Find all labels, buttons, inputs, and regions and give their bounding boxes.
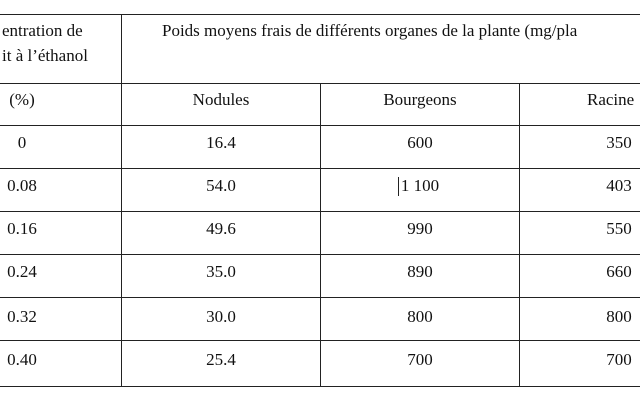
- nodules-cell: 30.0: [206, 307, 236, 326]
- racines-cell: 550: [606, 219, 632, 238]
- column-divider: [320, 83, 321, 386]
- concentration-cell: 0.08: [7, 176, 37, 195]
- racines-cell: 800: [606, 307, 632, 326]
- column-divider: [121, 14, 122, 386]
- nodules-cell: 25.4: [206, 350, 236, 369]
- racines-cell: 660: [606, 262, 632, 281]
- bourgeons-cell: 600: [407, 133, 433, 152]
- nodules-cell: 16.4: [206, 133, 236, 152]
- concentration-unit: (%): [9, 90, 35, 109]
- nodules-cell: 49.6: [206, 219, 236, 238]
- bourgeons-cell: 800: [407, 307, 433, 326]
- column-divider: [519, 83, 520, 386]
- concentration-cell: 0.40: [7, 350, 37, 369]
- racines-header: Racine: [587, 90, 635, 109]
- bourgeons-cell: 990: [407, 219, 433, 238]
- concentration-cell: 0.24: [7, 262, 37, 281]
- nodules-cell: 35.0: [206, 262, 236, 281]
- weights-header: Poids moyens frais de différents organes de la plante (mg/pla: [162, 21, 578, 40]
- bourgeons-cell: 890: [407, 262, 433, 281]
- table-bottom-border: [0, 386, 640, 387]
- racines-cell: 350: [606, 133, 632, 152]
- racines-cell: 700: [606, 350, 632, 369]
- concentration-cell: 0: [17, 133, 27, 152]
- bourgeons-header: Bourgeons: [383, 90, 457, 109]
- nodules-header: Nodules: [192, 90, 250, 109]
- concentration-header-line1: entration de: [2, 21, 83, 40]
- text-cursor: [398, 177, 399, 196]
- concentration-cell: 0.32: [7, 307, 37, 326]
- bourgeons-cell: 700: [407, 350, 433, 369]
- concentration-cell: 0.16: [7, 219, 37, 238]
- concentration-header-line2: it à l’éthanol: [2, 46, 88, 65]
- racines-cell: 403: [606, 176, 632, 195]
- table-top-border: [0, 14, 640, 15]
- nodules-cell: 54.0: [206, 176, 236, 195]
- bourgeons-cell[interactable]: 1 100: [400, 176, 440, 195]
